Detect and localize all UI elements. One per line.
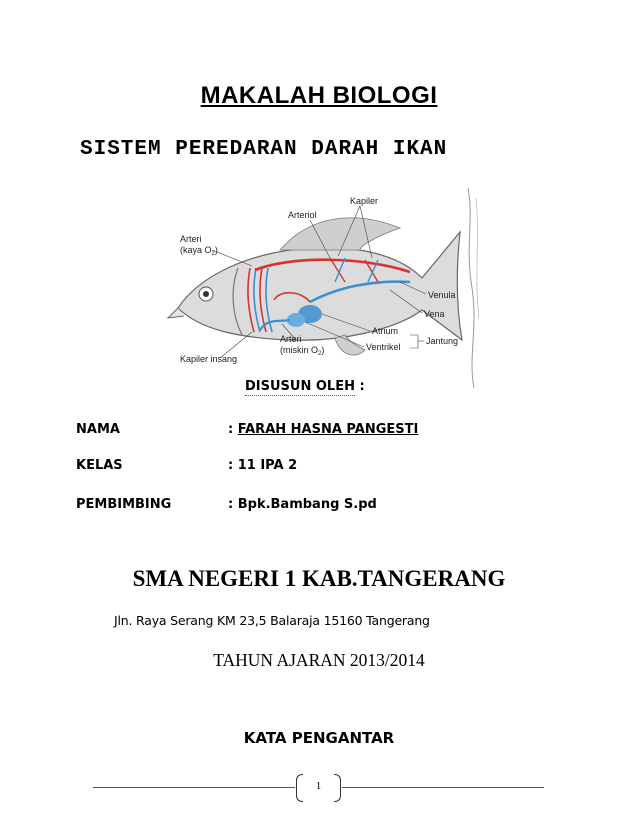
document-title: MAKALAH BIOLOGI <box>200 82 438 109</box>
footer-bracket-left <box>296 774 303 802</box>
svg-text:(miskin O2): (miskin $O_2$) <box>280 345 325 357</box>
academic-year: TAHUN AJARAN 2013/2014 <box>213 650 425 670</box>
label-jantung: Jantung <box>426 336 459 346</box>
info-value: : 11 IPA 2 <box>228 458 298 473</box>
section-heading: KATA PENGANTAR <box>243 729 395 747</box>
school-name: SMA NEGERI 1 KAB.TANGERANG <box>132 566 506 591</box>
footer-divider-left <box>93 787 295 788</box>
prepared-by-colon: : <box>359 379 365 394</box>
document-subtitle: SISTEM PEREDARAN DARAH IKAN <box>80 138 448 161</box>
school-address: Jln. Raya Serang KM 23,5 Balaraja 15160 Tangerang <box>114 613 430 628</box>
footer-divider-right <box>342 787 544 788</box>
prepared-by-label <box>245 379 365 394</box>
info-value: : FARAH HASNA PANGESTI <box>228 422 419 437</box>
label-vena: Vena <box>424 309 445 319</box>
info-key: NAMA <box>76 422 120 437</box>
fish-circulation-diagram <box>160 190 470 370</box>
dorsal-fin <box>280 218 400 250</box>
svg-text:(kaya O2): (kaya $O_2$) <box>180 245 218 257</box>
prepared-by-text: DISUSUN OLEH <box>245 379 355 394</box>
label-atrium: Atrium <box>372 326 399 336</box>
label-ventrikel: Ventrikel <box>366 342 401 352</box>
label-arteri-kaya: Arteri <box>180 234 202 244</box>
pelvic-fin <box>335 335 365 355</box>
label-arteri-miskin-o2: (miskin O <box>280 345 318 355</box>
info-key: PEMBIMBING <box>76 497 172 512</box>
info-key: KELAS <box>76 458 123 473</box>
label-venula: Venula <box>428 290 456 300</box>
info-value: : Bpk.Bambang S.pd <box>228 497 377 512</box>
label-kapiler: Kapiler <box>350 196 379 206</box>
label-arteri-miskin: Arteri <box>280 334 302 344</box>
label-kapiler-insang: Kapiler insang <box>180 354 238 364</box>
label-arteri-kaya-o2: (kaya O <box>180 245 212 255</box>
page-number: 1 <box>315 780 322 792</box>
footer-bracket-right <box>334 774 341 802</box>
label-arteriol: Arteriol <box>288 210 317 220</box>
student-name: FARAH HASNA PANGESTI <box>237 422 419 437</box>
